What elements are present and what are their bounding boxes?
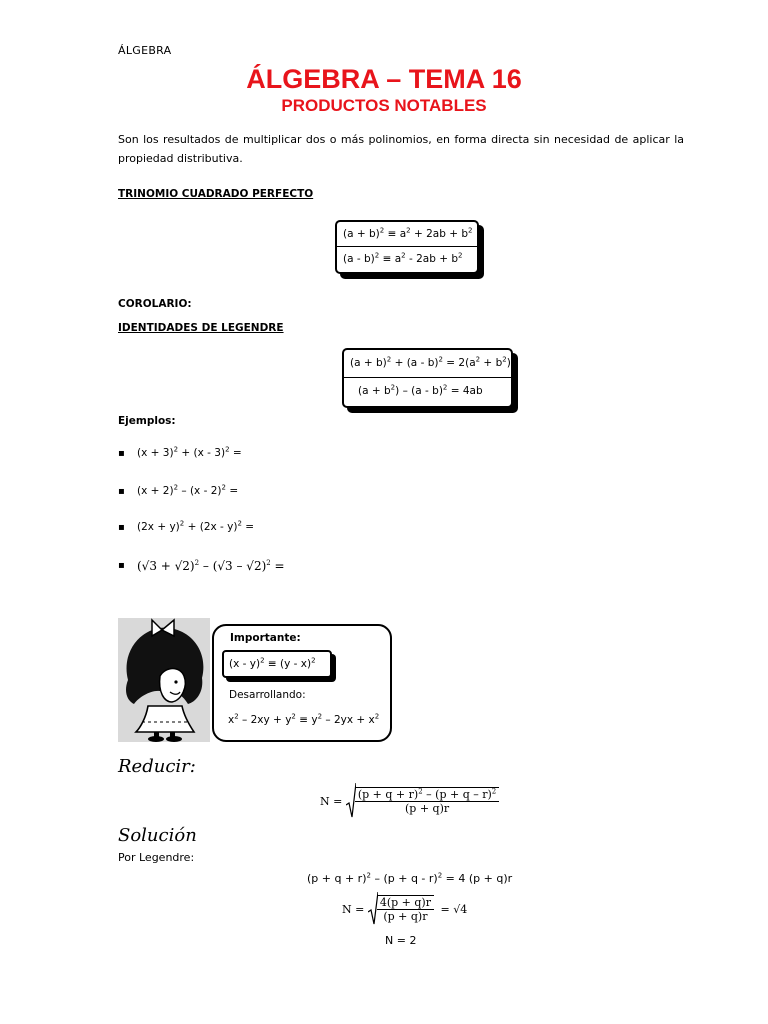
bullet-icon: ▪ bbox=[118, 560, 125, 571]
solucion-equation-2: N = $\frac{4(p + q)r}{(p + q)r}$ = √4 bbox=[342, 892, 467, 926]
trinomio-line-2: $(a - b)^2 \equiv a^2 - 2ab + b^2$ bbox=[343, 251, 463, 265]
page-subtitle: PRODUCTOS NOTABLES bbox=[281, 96, 487, 115]
mafalda-illustration bbox=[118, 618, 210, 742]
trinomio-formula-box bbox=[335, 220, 479, 274]
bullet-icon: ▪ bbox=[118, 522, 125, 533]
corolario-label: COROLARIO: bbox=[118, 298, 192, 310]
solucion-result: N = 2 bbox=[385, 934, 417, 947]
trinomio-line-1: $(a + b)^2 \equiv a^2 + 2ab + b^2$ bbox=[337, 222, 477, 247]
cartoon-girl-icon bbox=[118, 618, 210, 742]
solucion-heading: Solución bbox=[118, 825, 197, 846]
importante-note bbox=[212, 624, 392, 742]
legendre-line-2: $(a + b^2) - (a - b)^2 = 4ab$ bbox=[358, 383, 483, 397]
bullet-icon: ▪ bbox=[118, 448, 125, 459]
solucion-equation-1: $(p + q + r)^2 - (p + q - r)^2 = 4$ (p + q)r bbox=[307, 871, 513, 885]
section-legendre-heading: IDENTIDADES DE LEGENDRE bbox=[118, 322, 284, 334]
running-head: ÁLGEBRA bbox=[118, 44, 172, 57]
legendre-line-1: $(a + b)^2 + (a - b)^2 = 2(a^2 + b^2)$ bbox=[344, 350, 511, 378]
por-legendre-label: Por Legendre: bbox=[118, 851, 195, 864]
list-item: ▪ $(√3 + √2)^2 - (√3 - √2)^2$ = bbox=[118, 559, 285, 573]
importante-expansion: $x^2 - 2xy + y^2 \equiv y^2 - 2yx + x^2$ bbox=[228, 712, 380, 726]
importante-identity: (x - y)$^2$ ≡ (y - x)$^2$ bbox=[229, 656, 316, 670]
importante-label: Importante: bbox=[230, 632, 301, 644]
intro-paragraph: Son los resultados de multiplicar dos o más polinomios, en forma directa sin necesidad de aplicar la propiedad distributiva. bbox=[118, 133, 684, 165]
reducir-heading: Reducir: bbox=[118, 756, 196, 777]
list-item: ▪ $(x + 2)^2 - (x - 2)^2$ = bbox=[118, 483, 239, 497]
list-item: ▪ $(x + 3)^2 + (x - 3)^2$ = bbox=[118, 445, 242, 459]
desarrollando-label: Desarrollando: bbox=[229, 689, 306, 701]
ejemplos-label: Ejemplos: bbox=[118, 415, 176, 427]
reducir-expression: N = $\frac{(p + q + r)^2 - (p + q - r)^2}{(p + q)r}$ bbox=[320, 783, 499, 819]
list-item: ▪ $(2x + y)^2 + (2x - y)^2$ = bbox=[118, 519, 255, 533]
page-title: ÁLGEBRA – TEMA 16 bbox=[246, 64, 522, 94]
legendre-formula-box bbox=[342, 348, 513, 408]
section-trinomio-heading: TRINOMIO CUADRADO PERFECTO bbox=[118, 188, 314, 200]
importante-identity-box bbox=[222, 650, 332, 678]
bullet-icon: ▪ bbox=[118, 486, 125, 497]
